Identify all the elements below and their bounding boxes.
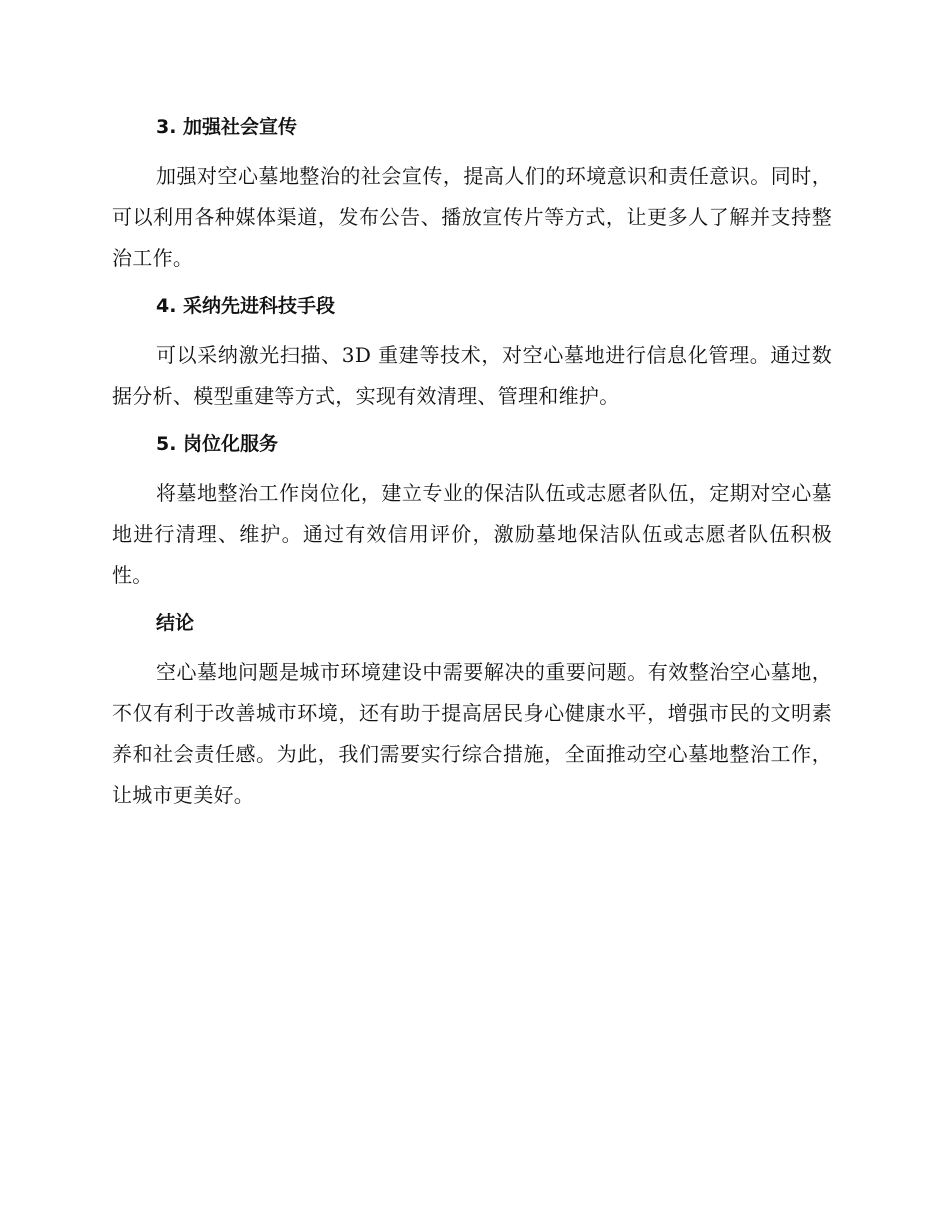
section-heading: 5. 岗位化服务	[156, 433, 279, 455]
section-heading: 结论	[156, 612, 195, 634]
section-advanced-technology	[112, 291, 832, 417]
section-paragraph: 将墓地整治工作岗位化，建立专业的保洁队伍或志愿者队伍，定期对空心墓地进行清理、维护。通过有效信用评价，激励墓地保洁队伍或志愿者队伍积极性。	[112, 481, 832, 587]
section-heading: 4. 采纳先进科技手段	[156, 295, 336, 317]
section-social-publicity	[112, 112, 832, 279]
section-paragraph: 空心墓地问题是城市环境建设中需要解决的重要问题。有效整治空心墓地，不仅有利于改善城市环境，还有助于提高居民身心健康水平，增强市民的文明素养和社会责任感。为此，我们需要实行综合措施，全面推动空心墓地整治工作，让城市更美好。	[112, 660, 832, 807]
section-paragraph: 加强对空心墓地整治的社会宣传，提高人们的环境意识和责任意识。同时，可以利用各种媒体渠道，发布公告、播放宣传片等方式，让更多人了解并支持整治工作。	[112, 164, 832, 270]
document-body	[112, 112, 832, 828]
section-heading: 3. 加强社会宣传	[156, 116, 298, 138]
section-paragraph: 可以采纳激光扫描、3D 重建等技术，对空心墓地进行信息化管理。通过数据分析、模型重建等方式，实现有效清理、管理和维护。	[112, 343, 832, 408]
section-conclusion	[112, 608, 832, 816]
section-post-based-service	[112, 429, 832, 596]
